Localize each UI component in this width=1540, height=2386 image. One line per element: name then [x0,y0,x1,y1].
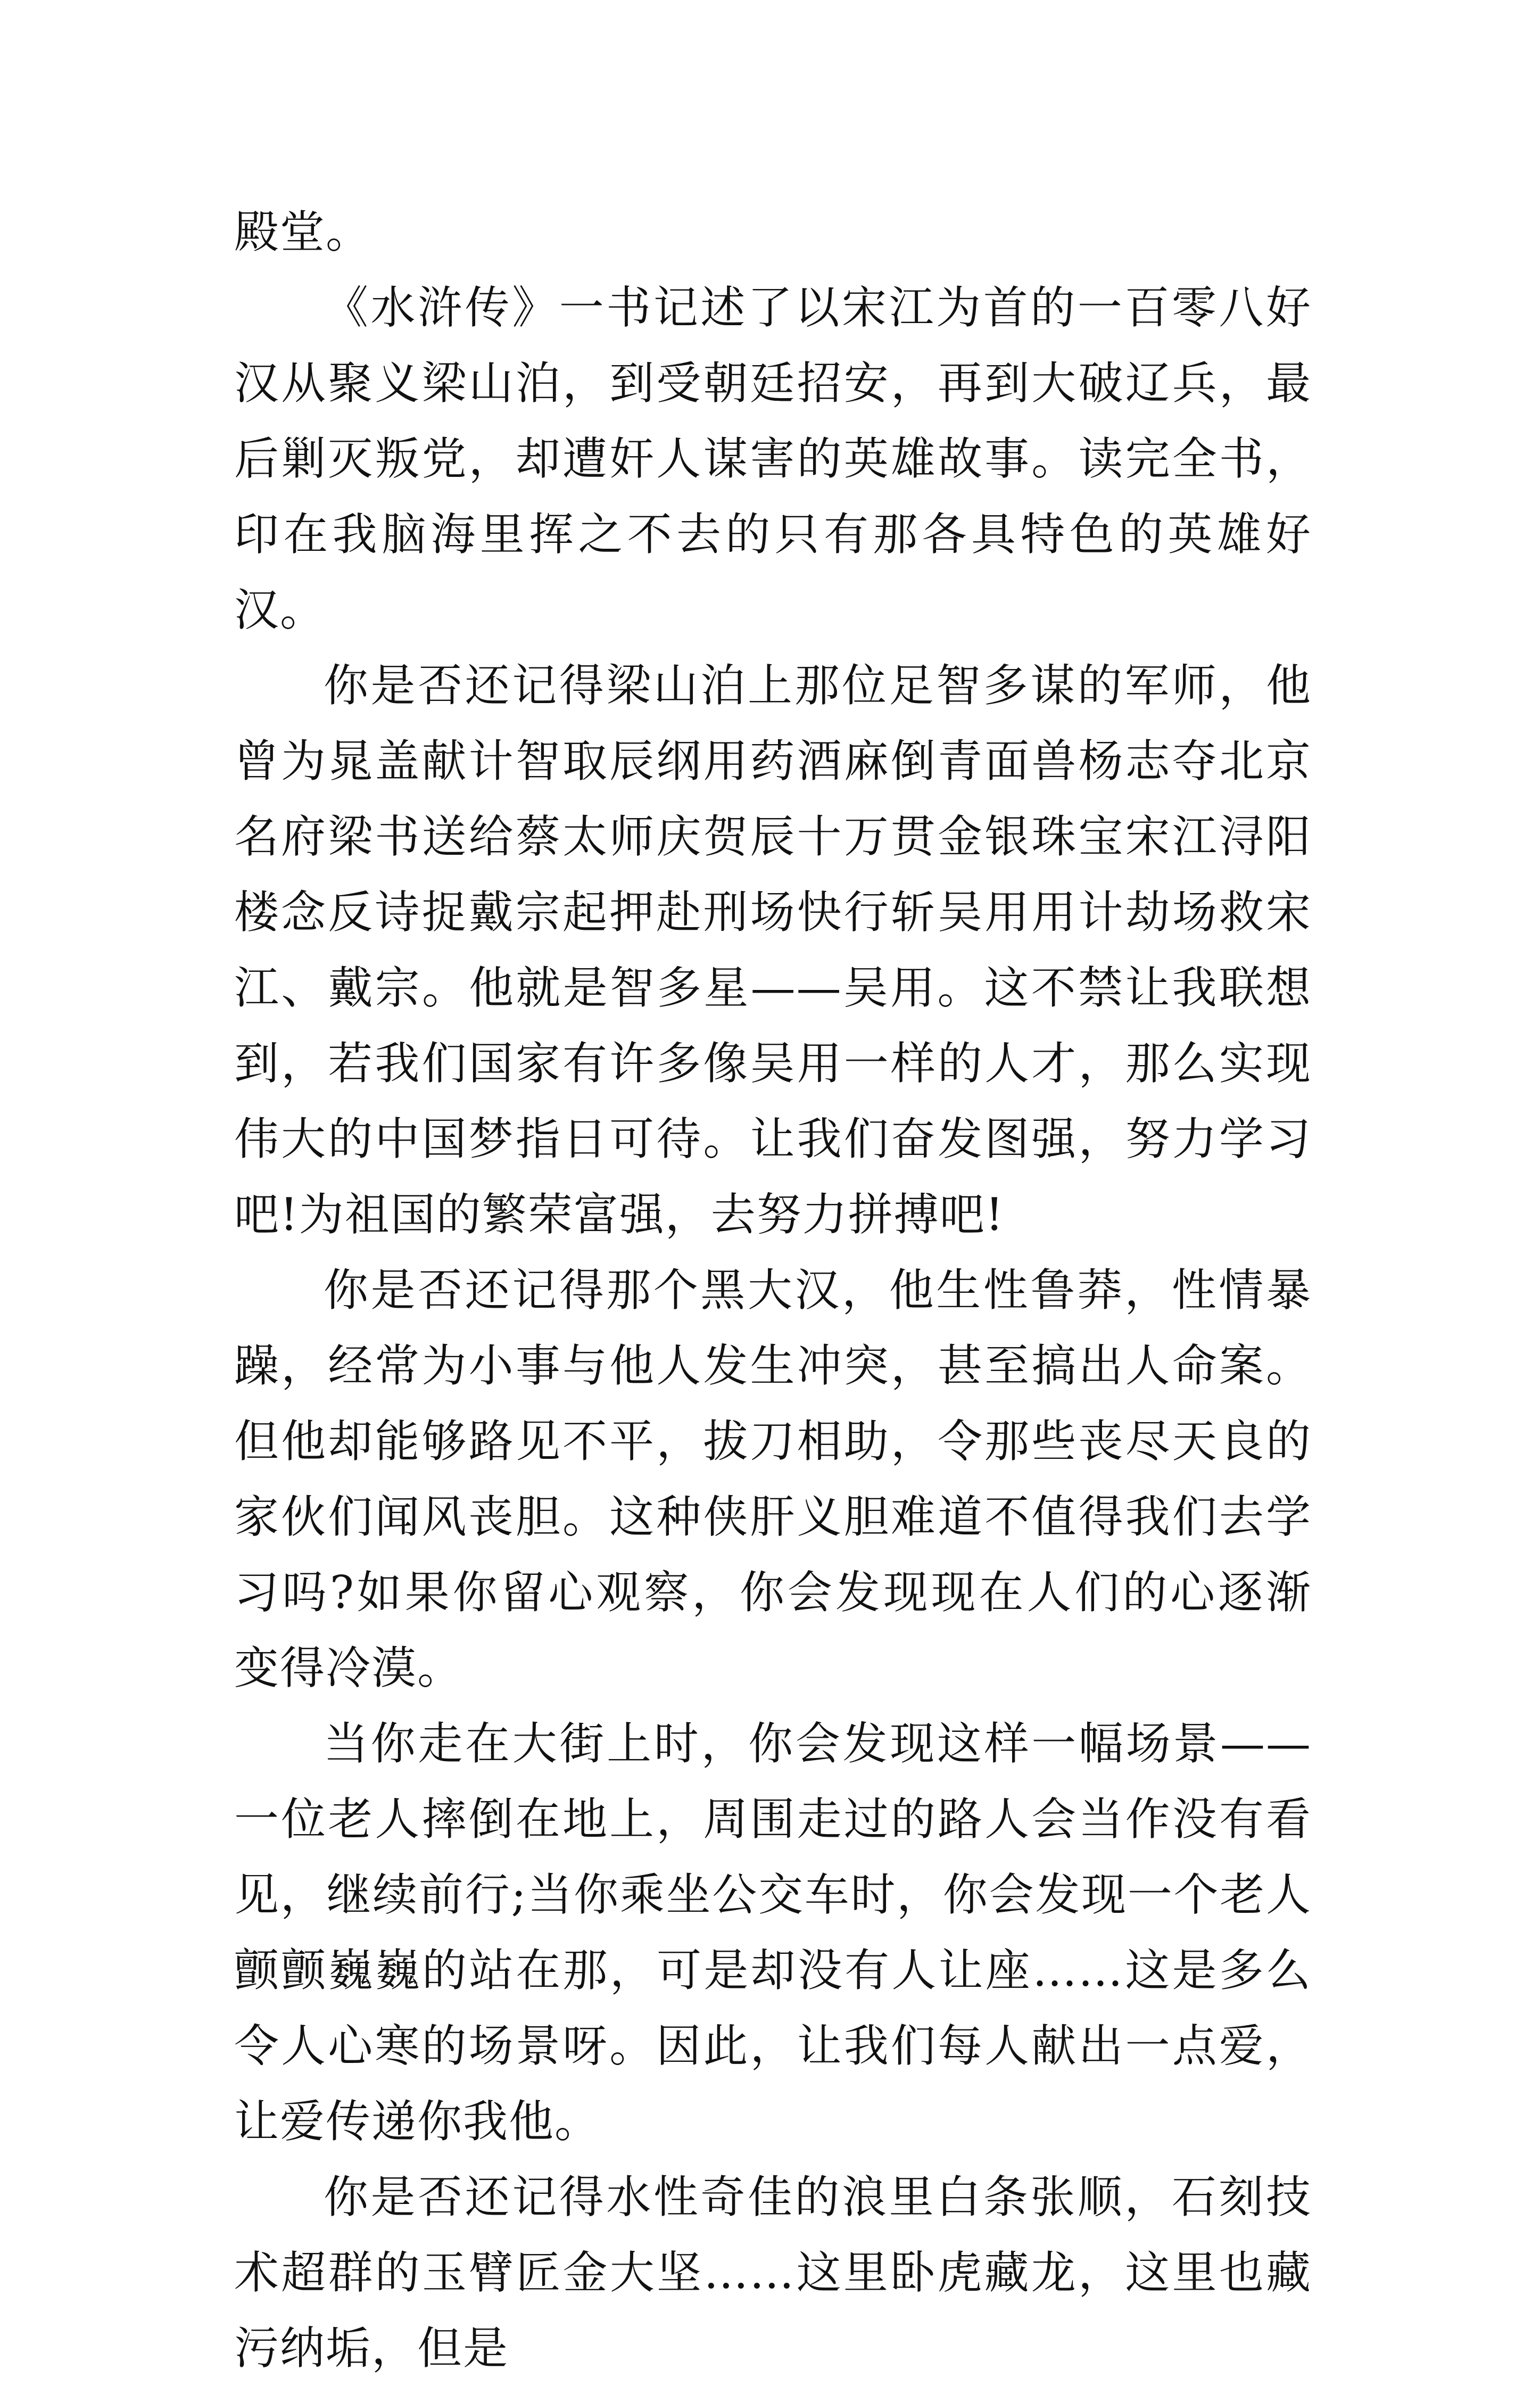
paragraph-wu-yong: 你是否还记得梁山泊上那位足智多谋的军师，他曾为晁盖献计智取辰纲用药酒麻倒青面兽杨志夺北京名府梁书送给蔡太师庆贺辰十万贯金银珠宝宋江浔阳楼念反诗捉戴宗起押赴刑场快行斩吴用用计劫场救宋江、戴宗。他就是智多星——吴用。这不禁让我联想到，若我们国家有许多像吴用一样的人才，那么实现伟大的中国梦指日可待。让我们奋发图强，努力学习吧!为祖国的繁荣富强，去努力拼搏吧! [234,659,1312,1241]
essay-body [234,194,1312,2386]
paragraph-zhang-shun: 你是否还记得水性奇佳的浪里白条张顺，石刻技术超群的玉臂匠金大坚……这里卧虎藏龙，这里也藏污纳垢，但是 [234,2171,1312,2374]
paragraph-continuation: 殿堂。 [234,206,372,258]
paragraph-street-scene: 当你走在大街上时，你会发现这样一幅场景——一位老人摔倒在地上，周围走过的路人会当作没有看见，继续前行;当你乘坐公交车时，你会发现一个老人颤颤巍巍的站在那，可是却没有人让座……这是多么令人心寒的场景呀。因此，让我们每人献出一点爱，让爱传递你我他。 [234,1718,1312,2148]
paragraph-intro-shuihu: 《水浒传》一书记述了以宋江为首的一百零八好汉从聚义梁山泊，到受朝廷招安，再到大破辽兵，最后剿灭叛党，却遭奸人谋害的英雄故事。读完全书，印在我脑海里挥之不去的只有那各具特色的英雄好汉。 [234,282,1312,636]
paragraph-black-man: 你是否还记得那个黑大汉，他生性鲁莽，性情暴躁，经常为小事与他人发生冲突，甚至搞出人命案。但他却能够路见不平，拔刀相助，令那些丧尽天良的家伙们闻风丧胆。这种侠肝义胆难道不值得我们去学习吗?如果你留心观察，你会发现现在人们的心逐渐变得冷漠。 [234,1264,1312,1694]
